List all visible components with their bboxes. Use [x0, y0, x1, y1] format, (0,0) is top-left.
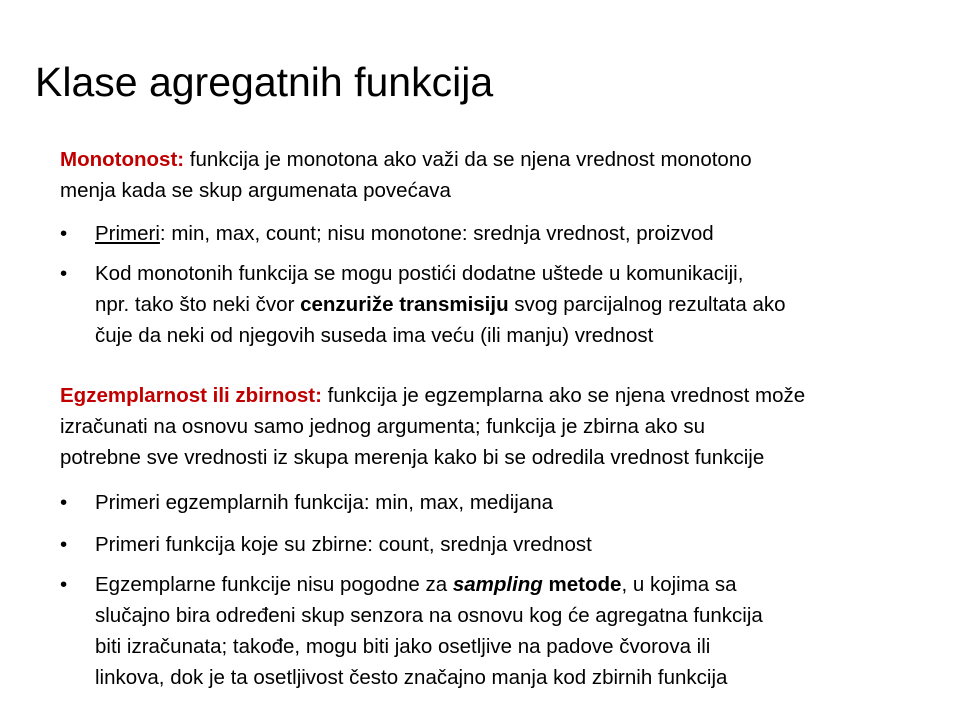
egzemplarnost-line-1: [60, 380, 805, 411]
bullet-marker: •: [60, 262, 68, 285]
bold-segment: cenzuriže transmisiju: [300, 293, 509, 316]
bullet-marker: •: [60, 491, 68, 514]
bullet-line: slučajno bira određeni skup senzora na osnovu kog će agregatna funkcija: [95, 604, 763, 627]
egzemplarnost-text-1: funkcija je egzemplarna ako se njena vrednost može: [321, 384, 806, 407]
primeri-rest: : min, max, count; nisu monotone: srednja vrednost, proizvod: [159, 222, 714, 245]
bullet-marker: •: [60, 573, 68, 596]
monotonost-text-2: menja kada se skup argumenata povećava: [60, 179, 451, 202]
monotonost-label: Monotonost:: [60, 148, 185, 171]
bullet-line: linkova, dok je ta osetljivost često značajno manja kod zbirnih funkcija: [95, 666, 728, 689]
bullet-line: [95, 289, 786, 320]
text-segment: , u kojima sa: [621, 573, 737, 596]
bullet-text: [95, 569, 763, 693]
text-segment: npr. tako što neki čvor: [95, 293, 301, 316]
bullet-line: [95, 569, 763, 600]
bullet-line: Kod monotonih funkcija se mogu postići dodatne uštede u komunikaciji,: [95, 262, 744, 285]
monotonost-paragraph: [60, 144, 752, 206]
text-segment: Egzemplarne funkcije nisu pogodne za: [95, 573, 453, 596]
egzemplarnost-text-3: potrebne sve vrednosti iz skupa merenja kako bi se odredila vrednost funkcije: [60, 446, 765, 469]
bullet-text: Primeri funkcija koje su zbirne: count, srednja vrednost: [95, 533, 592, 556]
bold-segment: metode: [542, 573, 622, 596]
bullet-line: čuje da neki od njegovih suseda ima veću (ili manju) vrednost: [95, 324, 654, 347]
egzemplarnost-label: Egzemplarnost ili zbirnost:: [60, 384, 322, 407]
monotonost-text-1: funkcija je monotona ako važi da se njena vrednost monotono: [184, 148, 752, 171]
egzemplarnost-text-2: izračunati na osnovu samo jednog argumenta; funkcija je zbirna ako su: [60, 415, 705, 438]
bullet-text: [95, 258, 786, 351]
bullet-marker: •: [60, 222, 68, 245]
monotonost-line-1: [60, 144, 752, 175]
sampling-bold-italic: sampling: [452, 573, 543, 596]
text-segment: svog parcijalnog rezultata ako: [508, 293, 786, 316]
bullet-text: [95, 218, 714, 249]
bullet-marker: •: [60, 533, 68, 556]
bullet-text: Primeri egzemplarnih funkcija: min, max, medijana: [95, 491, 554, 514]
primeri-underlined: Primeri: [95, 222, 160, 245]
bullet-line: biti izračunata; takođe, mogu biti jako osetljive na padove čvorova ili: [95, 635, 711, 658]
slide-title: Klase agregatnih funkcija: [35, 59, 494, 105]
egzemplarnost-paragraph: [60, 380, 805, 473]
